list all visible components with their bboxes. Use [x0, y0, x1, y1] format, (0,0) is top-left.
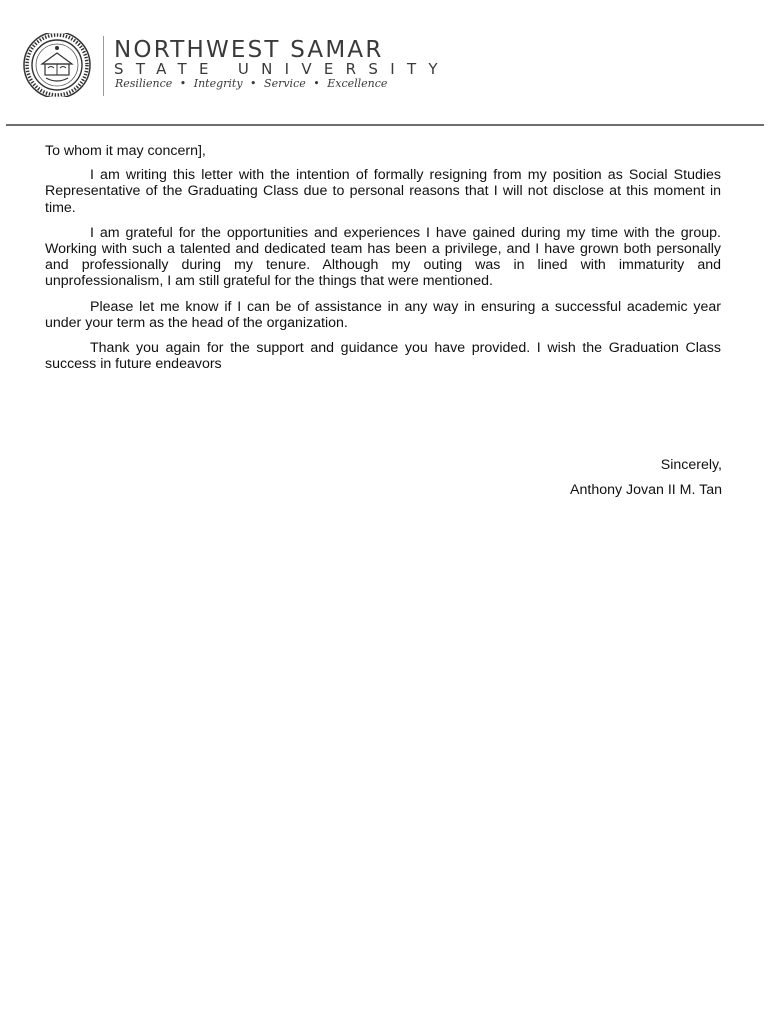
letter-body — [45, 143, 721, 381]
letter-greeting: To whom it may concern], — [45, 143, 206, 159]
university-name: NORTHWEST SAMAR — [114, 37, 384, 63]
letter-paragraph: Thank you again for the support and guidance you have provided. I wish the Graduation Class success in future endeavors — [45, 340, 721, 373]
university-motto: Resilience • Integrity • Service • Excellence — [115, 77, 388, 90]
letter-paragraph: I am grateful for the opportunities and experiences I have gained during my time with the group. Working with such a talented and dedicated team has been a privilege, and I have grown both personally and professionally during my tenure. Although my outing was in lined with immaturity and unprofessionalism, I am still grateful for the things that were mentioned. — [45, 224, 721, 290]
letterhead-divider — [103, 36, 104, 96]
letter-paragraph: I am writing this letter with the intention of formally resigning from my position as Social Studies Representative of the Graduating Class due to personal reasons that I will not disclose at this moment in time. — [45, 167, 721, 216]
header-rule — [6, 124, 764, 126]
letter-closing: Sincerely, — [660, 457, 722, 473]
university-subtitle: STATE UNIVERSITY — [114, 60, 450, 78]
university-seal-icon — [22, 33, 92, 97]
letterhead — [22, 32, 450, 100]
letter-paragraph: Please let me know if I can be of assistance in any way in ensuring a successful academic year under your term as the head of the organization. — [45, 298, 721, 331]
letter-signer: Anthony Jovan II M. Tan — [570, 482, 722, 498]
